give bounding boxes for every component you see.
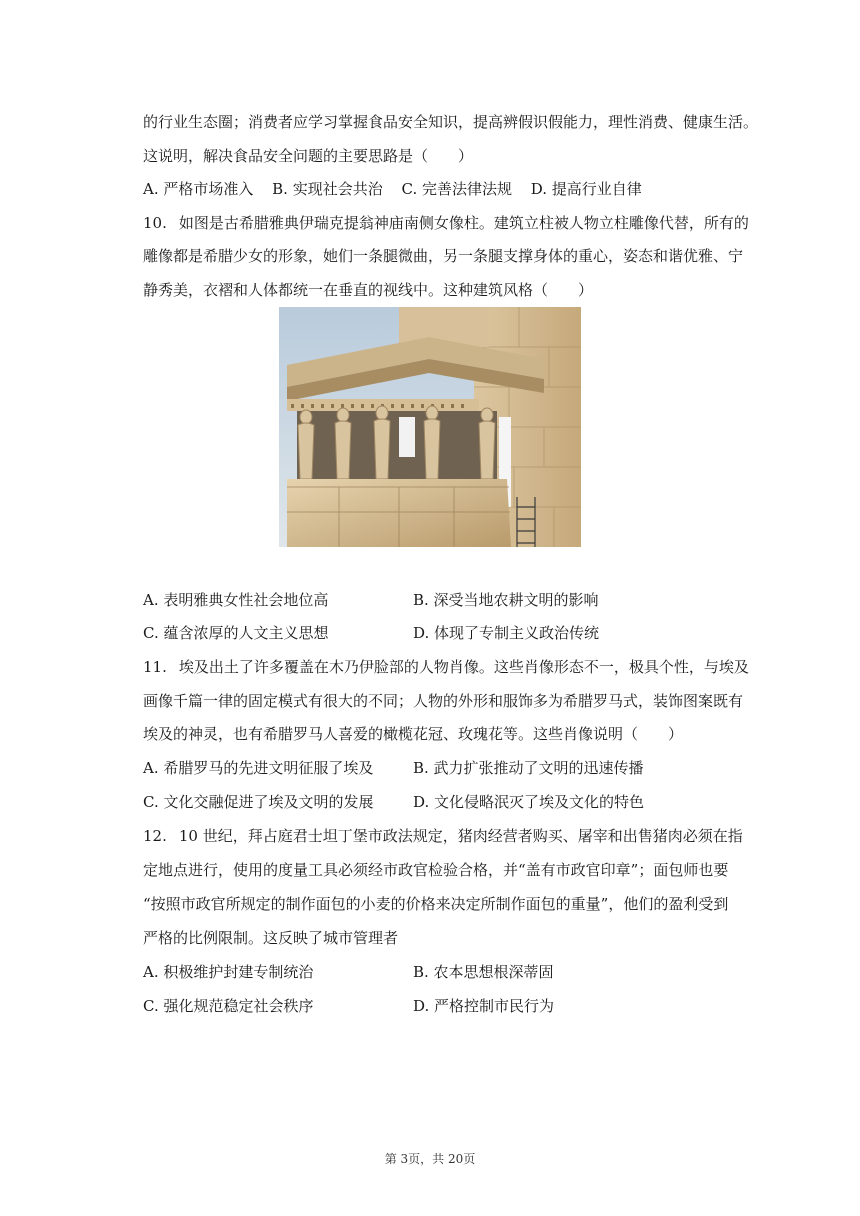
q9-option-a: A. 严格市场准入 [143, 180, 254, 198]
q11-option-c: C. 文化交融促进了埃及文明的发展 [143, 793, 374, 811]
q9-option-b: B. 实现社会共治 [272, 180, 383, 198]
q12-option-c: C. 强化规范稳定社会秩序 [143, 997, 314, 1015]
q11-option-a: A. 希腊罗马的先进文明征服了埃及 [143, 759, 374, 777]
caryatid-porch-photo [279, 307, 581, 547]
q11-line-2: 画像千篇一律的固定模式有很大的不同；人物的外形和服饰多为希腊罗马式，装饰图案既有 [143, 692, 744, 710]
q12-option-a: A. 积极维护封建专制统治 [143, 963, 314, 981]
q9-option-d: D. 提高行业自律 [530, 180, 642, 198]
q12-option-b: B. 农本思想根深蒂固 [413, 963, 554, 981]
q11-number: 11. [143, 658, 167, 676]
q10-line-3: 静秀美，衣褶和人体都统一在垂直的视线中。这种建筑风格（ ） [143, 281, 594, 299]
q12-line-4: 严格的比例限制。这反映了城市管理者 [143, 929, 399, 947]
q9-line-1: 的行业生态圈；消费者应学习掌握食品安全知识，提高辨假识假能力，理性消费、健康生活。 [143, 113, 759, 131]
q11-option-d: D. 文化侵略泯灭了埃及文化的特色 [413, 793, 645, 811]
q12-line-3: “按照市政官所规定的制作面包的小麦的价格来决定所制作面包的重量”，他们的盈利受到 [143, 895, 729, 913]
q12-text-1: 10 世纪，拜占庭君士坦丁堡市政法规定，猪肉经营者购买、屠宰和出售猪肉必须在指 [178, 827, 743, 845]
q11-option-b: B. 武力扩张推动了文明的迅速传播 [413, 759, 644, 777]
page-footer: 第 3页，共 20页 [384, 1152, 476, 1166]
q11-text-1: 埃及出土了许多覆盖在木乃伊脸部的人物肖像。这些肖像形态不一，极具个性，与埃及 [178, 658, 749, 676]
q10-option-c: C. 蕴含浓厚的人文主义思想 [143, 624, 329, 642]
q11-line-3: 埃及的神灵，也有希腊罗马人喜爱的橄榄花冠、玫瑰花等。这些肖像说明（ ） [143, 725, 684, 743]
q9-options [143, 179, 642, 199]
q9-option-c: C. 完善法律法规 [401, 180, 512, 198]
q12-number: 12. [143, 827, 167, 845]
q10-number: 10. [143, 214, 167, 232]
q12-option-d: D. 严格控制市民行为 [413, 997, 555, 1015]
q10-line-1 [143, 213, 753, 233]
q10-option-b: B. 深受当地农耕文明的影响 [413, 591, 599, 609]
q12-line-2: 定地点进行，使用的度量工具必须经市政官检验合格，并“盖有市政官印章”；面包师也要 [143, 861, 729, 879]
q10-text-1: 如图是古希腊雅典伊瑞克提翁神庙南侧女像柱。建筑立柱被人物立柱雕像代替，所有的 [178, 214, 749, 232]
q9-line-2: 这说明，解决食品安全问题的主要思路是（ ） [143, 147, 474, 165]
q10-option-d: D. 体现了专制主义政治传统 [413, 624, 600, 642]
q10-option-a: A. 表明雅典女性社会地位高 [143, 591, 329, 609]
q12-line-1 [143, 826, 753, 846]
q11-line-1 [143, 657, 753, 677]
q10-line-2: 雕像都是希腊少女的形象，她们一条腿微曲，另一条腿支撑身体的重心，姿态和谐优雅、宁 [143, 247, 744, 265]
